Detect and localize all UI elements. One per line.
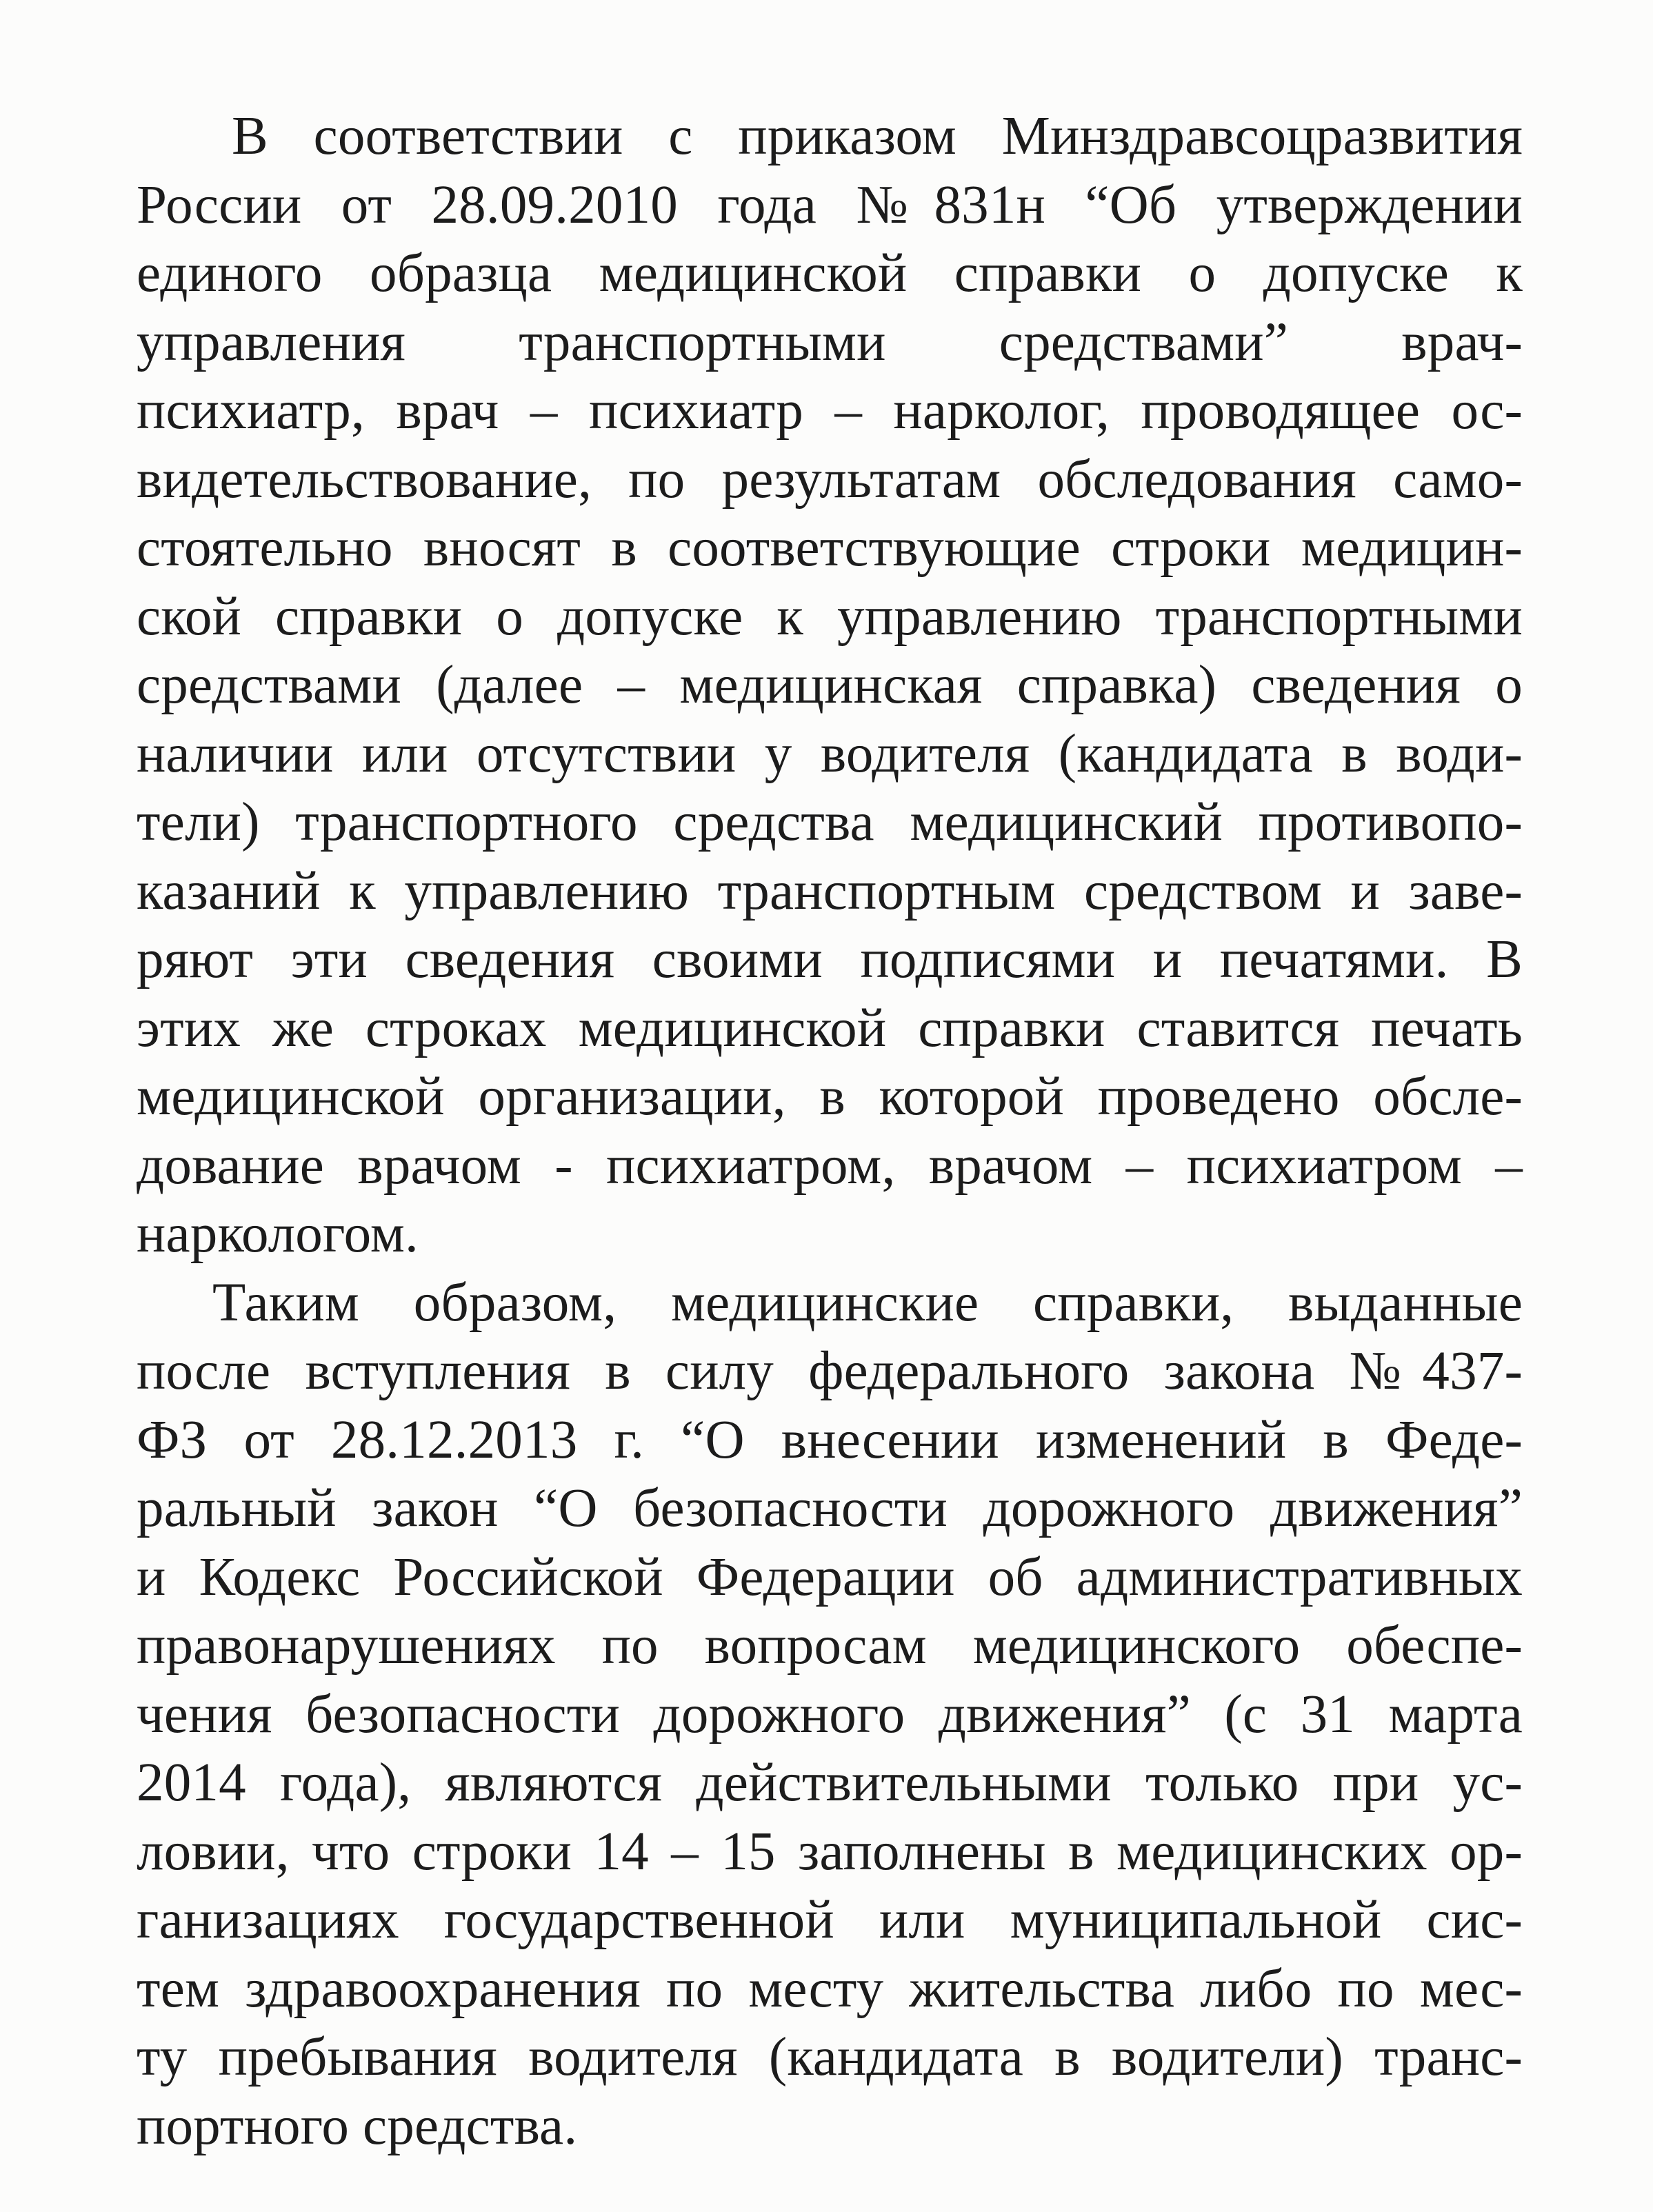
text-line: единого образца медицинской справки о допуске к (137, 243, 1523, 303)
text-line: наркологом. (137, 1204, 419, 1264)
text-line: видетельствование, по результатам обследования само- (137, 449, 1523, 510)
text-line: стоятельно вносят в соответствующие строки медицин- (137, 518, 1523, 578)
text-line: России от 28.09.2010 года №831н “Об утверждении (137, 174, 1523, 235)
text-line: портного средства. (137, 2095, 578, 2156)
text-line: средствами (далее – медицинская справка) сведения о (137, 655, 1523, 715)
text-line: медицинской организации, в которой проведено обсле- (137, 1067, 1523, 1127)
paragraph-2 (137, 1269, 1523, 2161)
text-line: В соответствии с приказом Минздравсоцразвития (232, 106, 1523, 166)
text-line: чения безопасности дорожного движения” (с 31 марта (137, 1684, 1523, 1745)
text-line: ловии, что строки 14 – 15 заполнены в медицинских ор- (137, 1821, 1523, 1882)
text-line: тем здравоохранения по месту жительства либо по мес- (137, 1958, 1523, 2019)
text-line: психиатр, врач – психиатр – нарколог, проводящее ос- (137, 381, 1523, 441)
text-line: тели) транспортного средства медицинский противопо- (137, 792, 1523, 852)
text-line: ФЗ от 28.12.2013 г. “О внесении изменений в Феде- (137, 1409, 1523, 1470)
text-line: этих же строках медицинской справки ставится печать (137, 998, 1523, 1058)
text-line: управления транспортными средствами” врач- (137, 312, 1523, 372)
text-line: ту пребывания водителя (кандидата в водители) транс- (137, 2027, 1523, 2087)
text-line: дование врачом - психиатром, врачом – психиатром – (137, 1135, 1523, 1196)
text-line: Таким образом, медицинские справки, выданные (212, 1272, 1523, 1333)
text-line: ганизациях государственной или муниципальной сис- (137, 1890, 1523, 1950)
text-line: ской справки о допуске к управлению транспортными (137, 586, 1523, 647)
document-text (137, 102, 1523, 2160)
text-line: 2014 года), являются действительными только при ус- (137, 1753, 1523, 1813)
text-line: правонарушениях по вопросам медицинского обеспе- (137, 1616, 1523, 1676)
text-line: после вступления в силу федерального закона №437- (137, 1341, 1523, 1401)
text-line: наличии или отсутствии у водителя (кандидата в води- (137, 723, 1523, 784)
text-line: ральный закон “О безопасности дорожного движения” (137, 1478, 1523, 1538)
text-line: и Кодекс Российской Федерации об административных (137, 1547, 1523, 1607)
paragraph-1 (137, 102, 1523, 1269)
text-line: ряют эти сведения своими подписями и печатями. В (137, 929, 1523, 989)
text-line: казаний к управлению транспортным средством и заве- (137, 861, 1523, 921)
